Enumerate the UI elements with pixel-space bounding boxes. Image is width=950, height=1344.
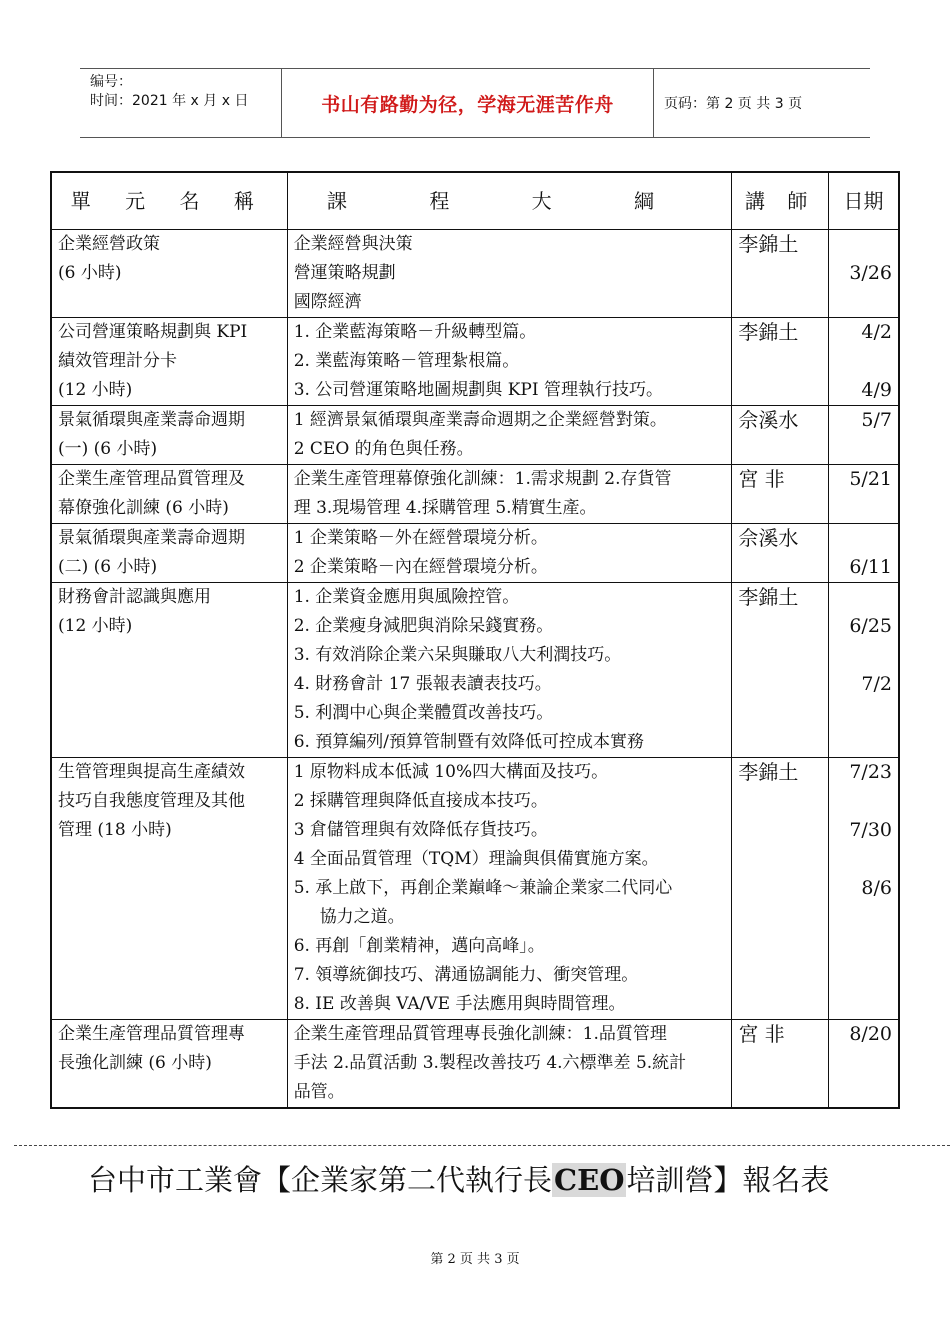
- outline-line: 2. 企業瘦身減肥與消除呆錢實務。: [293, 616, 554, 636]
- form-title-after: 培訓營】報名表: [626, 1163, 830, 1197]
- time-label: 时间：2021 年 x 月 x 日: [90, 93, 249, 109]
- teacher-name: 佘溪水: [738, 408, 799, 432]
- unit-name-line: 幕僚強化訓練 (6 小時): [58, 498, 229, 518]
- unit-name-line: 績效管理計分卡: [58, 351, 177, 371]
- outline-line: 1 經濟景氣循環與產業壽命週期之企業經營對策。: [293, 410, 667, 430]
- column-header-outline: 課 程 大 綱: [287, 172, 732, 230]
- course-schedule-table: [50, 171, 900, 1109]
- table-body: [51, 230, 899, 1109]
- outline-line: 1. 企業藍海策略－升級轉型篇。: [293, 322, 537, 342]
- date-spacer: [835, 845, 892, 874]
- unit-name-line: 生管管理與提高生產績效: [58, 762, 245, 782]
- page-label: 页码：第 2 页 共 3 页: [664, 96, 803, 112]
- session-date: 7/2: [861, 673, 892, 695]
- teacher-cell: [732, 583, 829, 758]
- teacher-cell: [732, 318, 829, 406]
- outline-cell: [287, 758, 732, 1020]
- page-header: [80, 68, 870, 138]
- teacher-cell: [732, 406, 829, 465]
- date-cell: [829, 465, 899, 524]
- session-date: 8/20: [849, 1023, 892, 1045]
- unit-name-line: 管理 (18 小時): [58, 820, 172, 840]
- outline-line: 企業經營與決策: [293, 234, 413, 254]
- session-date: 6/25: [849, 615, 892, 637]
- date-cell: [829, 318, 899, 406]
- table-header-row: [51, 172, 899, 230]
- unit-name-cell: [51, 524, 287, 583]
- outline-line: 協力之道。: [319, 907, 405, 927]
- header-meta: [80, 69, 282, 137]
- unit-name-cell: [51, 406, 287, 465]
- unit-name-line: 企業生產管理品質管理及: [58, 469, 245, 489]
- teacher-name: 李錦土: [738, 320, 799, 344]
- unit-name-line: 財務會計認識與應用: [58, 587, 211, 607]
- teacher-name: 佘溪水: [738, 526, 799, 550]
- teacher-cell: [732, 465, 829, 524]
- table-row: [51, 1020, 899, 1109]
- table-row: [51, 318, 899, 406]
- outline-line: 2. 業藍海策略－管理紮根篇。: [293, 351, 520, 371]
- unit-name-cell: [51, 583, 287, 758]
- table-row: [51, 230, 899, 318]
- column-header-unit: 單 元 名 稱: [51, 172, 287, 230]
- unit-name-line: 企業經營政策: [58, 234, 160, 254]
- teacher-cell: [732, 1020, 829, 1109]
- page-footer: 第 2 页 共 3 页: [430, 1252, 520, 1267]
- session-date: 7/30: [849, 819, 892, 841]
- outline-cell: [287, 524, 732, 583]
- dashed-divider: [14, 1145, 950, 1146]
- outline-line: 7. 領導統御技巧、溝通協調能力、衝突管理。: [293, 965, 639, 985]
- unit-name-cell: [51, 1020, 287, 1109]
- outline-cell: [287, 465, 732, 524]
- date-spacer: [835, 641, 892, 670]
- teacher-name: 李錦土: [738, 760, 799, 784]
- table-row: [51, 524, 899, 583]
- outline-line: 企業生產管理品質管理專長強化訓練：1.品質管理: [293, 1024, 667, 1044]
- teacher-name: 宮 非: [738, 1022, 785, 1046]
- unit-name-line: 公司營運策略規劃與 KPI: [58, 322, 248, 342]
- outline-line: 2 企業策略－內在經營環境分析。: [293, 557, 548, 577]
- date-spacer: [835, 230, 892, 259]
- outline-line: 5. 利潤中心與企業體質改善技巧。: [293, 703, 554, 723]
- date-cell: [829, 406, 899, 465]
- teacher-cell: [732, 230, 829, 318]
- unit-name-line: 長強化訓練 (6 小時): [58, 1053, 212, 1073]
- teacher-name: 宮 非: [738, 467, 785, 491]
- outline-line: 6. 再創「創業精神，邁向高峰」。: [293, 936, 545, 956]
- outline-line: 2 採購管理與降低直接成本技巧。: [293, 791, 548, 811]
- session-date: 7/23: [849, 761, 892, 783]
- outline-line: 4 全面品質管理（TQM）理論與俱備實施方案。: [293, 849, 659, 869]
- outline-line: 企業生產管理幕僚強化訓練：1.需求規劃 2.存貨管: [293, 469, 672, 489]
- outline-line: 3. 公司營運策略地圖規劃與 KPI 管理執行技巧。: [293, 380, 663, 400]
- outline-line: 國際經濟: [293, 292, 362, 312]
- column-header-teacher: 講 師: [732, 172, 829, 230]
- date-spacer: [835, 583, 892, 612]
- outline-line: 1 原物料成本低減 10%四大構面及技巧。: [293, 762, 609, 782]
- outline-cell: [287, 406, 732, 465]
- outline-line: 2 CEO 的角色與任務。: [293, 439, 474, 459]
- outline-line: 品管。: [293, 1082, 345, 1102]
- session-date: 5/21: [849, 468, 892, 490]
- form-title: [88, 1158, 829, 1202]
- session-date: 5/7: [861, 409, 892, 431]
- form-title-ceo: CEO: [554, 1163, 625, 1197]
- teacher-name: 李錦土: [738, 232, 799, 256]
- unit-name-line: (12 小時): [58, 380, 133, 400]
- outline-line: 6. 預算編列/預算管制暨有效降低可控成本實務: [293, 732, 645, 752]
- date-cell: [829, 524, 899, 583]
- date-cell: [829, 758, 899, 1020]
- date-cell: [829, 583, 899, 758]
- motto: 书山有路勤为径，学海无涯苦作舟: [321, 93, 614, 116]
- table-row: [51, 465, 899, 524]
- session-date: 6/11: [849, 556, 892, 578]
- unit-name-line: 景氣循環與產業壽命週期: [58, 410, 245, 430]
- outline-line: 營運策略規劃: [293, 263, 396, 283]
- unit-name-cell: [51, 318, 287, 406]
- unit-name-line: (一) (6 小時): [58, 439, 158, 459]
- outline-line: 3 倉儲管理與有效降低存貨技巧。: [293, 820, 548, 840]
- unit-name-cell: [51, 230, 287, 318]
- table-row: [51, 758, 899, 1020]
- unit-name-cell: [51, 758, 287, 1020]
- outline-cell: [287, 583, 732, 758]
- date-spacer: [835, 787, 892, 816]
- outline-line: 1 企業策略－外在經營環境分析。: [293, 528, 548, 548]
- unit-name-line: 企業生產管理品質管理專: [58, 1024, 245, 1044]
- table-row: [51, 583, 899, 758]
- unit-name-line: (6 小時): [58, 263, 122, 283]
- column-header-date: 日期: [829, 172, 899, 230]
- unit-name-cell: [51, 465, 287, 524]
- date-cell: [829, 1020, 899, 1109]
- outline-cell: [287, 318, 732, 406]
- unit-name-line: 景氣循環與產業壽命週期: [58, 528, 245, 548]
- number-label: 编号：: [90, 74, 132, 90]
- teacher-name: 李錦土: [738, 585, 799, 609]
- session-date: 8/6: [861, 877, 892, 899]
- outline-line: 4. 財務會計 17 張報表讀表技巧。: [293, 674, 552, 694]
- session-date: 4/9: [861, 379, 892, 401]
- outline-line: 3. 有效消除企業六呆與賺取八大利潤技巧。: [293, 645, 622, 665]
- outline-line: 8. IE 改善與 VA/VE 手法應用與時間管理。: [293, 994, 626, 1014]
- unit-name-line: (12 小時): [58, 616, 133, 636]
- teacher-cell: [732, 758, 829, 1020]
- date-spacer: [835, 347, 892, 376]
- unit-name-line: (二) (6 小時): [58, 557, 158, 577]
- outline-line: 1. 企業資金應用與風險控管。: [293, 587, 520, 607]
- header-page-cell: [654, 69, 870, 137]
- unit-name-line: 技巧自我態度管理及其他: [58, 791, 245, 811]
- session-date: 4/2: [861, 321, 892, 343]
- session-date: 3/26: [849, 262, 892, 284]
- form-title-before: 台中市工業會【企業家第二代執行長: [88, 1163, 553, 1197]
- outline-line: 5. 承上啟下，再創企業巔峰～兼論企業家二代同心: [293, 878, 673, 898]
- header-motto-cell: [282, 69, 654, 137]
- outline-cell: [287, 1020, 732, 1109]
- outline-line: 理 3.現場管理 4.採購管理 5.精實生產。: [293, 498, 597, 518]
- teacher-cell: [732, 524, 829, 583]
- date-cell: [829, 230, 899, 318]
- date-spacer: [835, 524, 892, 553]
- outline-line: 手法 2.品質活動 3.製程改善技巧 4.六標準差 5.統計: [293, 1053, 687, 1073]
- outline-cell: [287, 230, 732, 318]
- table-row: [51, 406, 899, 465]
